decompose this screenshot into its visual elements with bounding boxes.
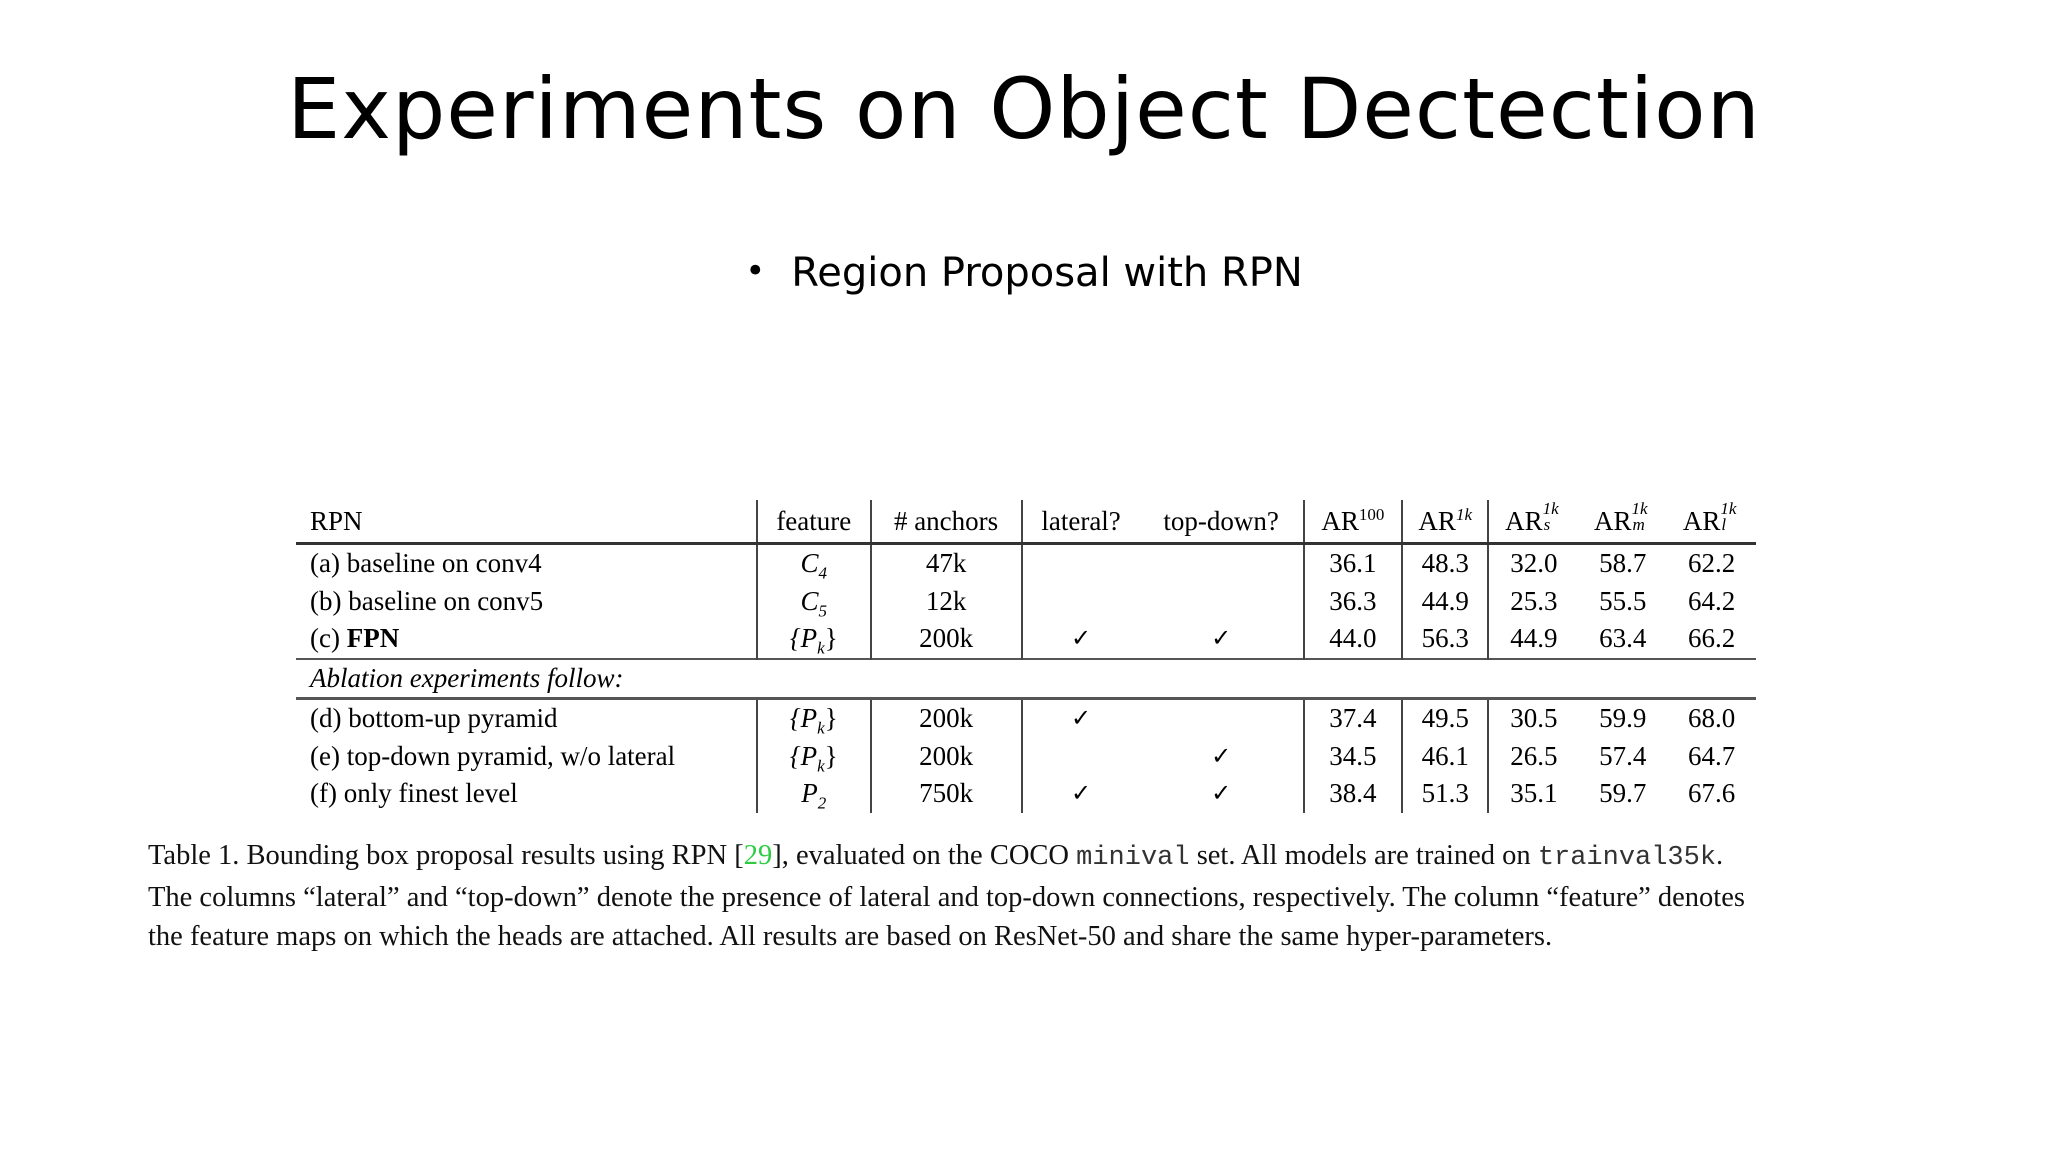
cell-topdown: ✓ [1140, 738, 1304, 776]
row-prefix: (b) [310, 585, 349, 616]
feature-sub: 4 [818, 563, 828, 583]
cell-arl: 66.2 [1687, 623, 1736, 653]
row-prefix: (f) [310, 778, 344, 808]
cell-anchors: 200k [871, 738, 1022, 776]
cell-anchors: 200k [871, 699, 1022, 738]
caption-line-3: the feature maps on which the heads are attached. All results are based on ResNet-50 and share the same hyper-parameters. [148, 921, 1553, 952]
caption-text: Table 1. Bounding box proposal results using RPN [ [148, 840, 744, 871]
caption-line-1 [148, 836, 1928, 878]
cell-arm: 57.4 [1599, 740, 1647, 771]
cell-lateral [1022, 738, 1140, 776]
cell-ar1k: 44.9 [1402, 583, 1488, 621]
cell-feature [757, 620, 871, 659]
cell-ar100: 38.4 [1304, 775, 1402, 813]
cell-arl: 64.2 [1687, 585, 1736, 616]
caption-text: ], evaluated on the COCO [772, 840, 1077, 871]
cell-ar100: 36.1 [1304, 544, 1402, 583]
feature-sub: k [817, 718, 825, 738]
table-row [296, 775, 1756, 813]
row-label [296, 699, 757, 738]
header-arm-base: AR [1594, 506, 1632, 536]
feature-base: {P [789, 703, 818, 733]
header-ars-sub: s [1543, 515, 1551, 534]
header-ar1k-base: AR [1418, 506, 1456, 536]
header-ar1k-sup: 1k [1455, 505, 1472, 524]
row-label-text: only finest level [343, 778, 518, 808]
feature-close: } [824, 623, 838, 653]
row-label-text: baseline on conv5 [348, 585, 544, 616]
table-row [296, 699, 1756, 738]
header-arl-sup: 1k [1720, 499, 1737, 518]
row-label [296, 583, 757, 621]
cell-ars: 25.3 [1510, 585, 1558, 616]
cell-ar1k: 48.3 [1402, 544, 1488, 583]
header-ars-sup: 1k [1542, 499, 1559, 518]
cell-arm: 59.9 [1599, 703, 1647, 733]
caption-text: set. All models are trained on [1189, 840, 1538, 871]
cell-ar100: 44.0 [1304, 620, 1402, 659]
header-arl-base: AR [1682, 506, 1721, 536]
header-arm [1578, 500, 1667, 544]
table-header-row [296, 500, 1756, 544]
citation-link[interactable]: 29 [743, 840, 773, 871]
feature-base: {P [789, 740, 818, 771]
header-ars-base: AR [1505, 506, 1543, 536]
cell-ars: 35.1 [1510, 778, 1558, 808]
header-arm-sub: m [1632, 515, 1645, 534]
cell-ar1k: 51.3 [1402, 775, 1488, 813]
cell-feature [757, 738, 871, 776]
header-ars [1488, 500, 1578, 544]
bullet-dot-icon: • [745, 251, 766, 291]
table-row [296, 620, 1756, 659]
cell-arl: 64.7 [1687, 740, 1736, 771]
table-row [296, 583, 1756, 621]
caption-code: trainval35k [1537, 843, 1717, 873]
caption-line-2: The columns “lateral” and “top-down” denote the presence of lateral and top-down connections, respectively. The column “feature” denotes [148, 882, 1745, 913]
row-label [296, 544, 757, 583]
feature-close: } [824, 740, 838, 771]
cell-ars: 26.5 [1510, 740, 1558, 771]
feature-sub: 2 [817, 793, 827, 813]
cell-lateral: ✓ [1071, 624, 1092, 652]
cell-topdown [1140, 583, 1304, 621]
row-label-text: baseline on conv4 [346, 548, 542, 578]
feature-base: C [800, 585, 819, 616]
cell-feature [757, 544, 871, 583]
feature-sub: k [817, 755, 825, 775]
rpn-table [296, 500, 1756, 813]
table-caption [148, 836, 1928, 956]
cell-arm: 63.4 [1599, 623, 1647, 653]
cell-ars: 30.5 [1510, 703, 1558, 733]
cell-arl: 68.0 [1687, 703, 1736, 733]
cell-lateral: ✓ [1071, 779, 1092, 807]
cell-feature [757, 699, 871, 738]
cell-ar1k: 46.1 [1402, 738, 1488, 776]
header-arm-sup: 1k [1631, 499, 1648, 518]
cell-ar1k: 49.5 [1402, 699, 1488, 738]
cell-topdown [1140, 544, 1304, 583]
row-prefix: (a) [310, 548, 347, 578]
table-row [296, 544, 1756, 583]
cell-arm: 58.7 [1599, 548, 1647, 578]
header-arl-sub: l [1721, 515, 1727, 534]
cell-arl: 62.2 [1687, 548, 1736, 578]
feature-base: {P [789, 623, 818, 653]
table-row [296, 738, 1756, 776]
header-topdown: top-down? [1140, 500, 1304, 544]
caption-text: . [1716, 840, 1724, 871]
cell-feature [757, 583, 871, 621]
cell-anchors: 12k [871, 583, 1022, 621]
cell-anchors: 47k [871, 544, 1022, 583]
cell-arm: 59.7 [1599, 778, 1647, 808]
row-prefix: (e) [310, 740, 347, 771]
cell-ar100: 34.5 [1304, 738, 1402, 776]
cell-ars: 32.0 [1510, 548, 1558, 578]
cell-ar100: 36.3 [1304, 583, 1402, 621]
cell-topdown: ✓ [1140, 620, 1304, 659]
row-label-text: top-down pyramid, w/o lateral [346, 740, 676, 771]
cell-arm: 55.5 [1599, 585, 1647, 616]
results-table [296, 500, 1756, 813]
feature-base: P [801, 778, 818, 808]
feature-sub: k [817, 638, 825, 658]
row-label-text: FPN [346, 623, 400, 653]
header-feature: feature [757, 500, 871, 544]
cell-ar100: 37.4 [1304, 699, 1402, 738]
cell-anchors: 750k [871, 775, 1022, 813]
row-label [296, 738, 757, 776]
cell-topdown [1140, 699, 1304, 738]
header-anchors: # anchors [871, 500, 1022, 544]
section-row [296, 659, 1756, 699]
header-ar100-sup: 100 [1358, 505, 1385, 524]
cell-anchors: 200k [871, 620, 1022, 659]
header-rpn: RPN [296, 500, 757, 544]
header-ar1k [1402, 500, 1488, 544]
feature-sub: 5 [818, 600, 828, 620]
header-arl [1667, 500, 1756, 544]
row-prefix: (d) [310, 703, 349, 733]
header-ar100 [1304, 500, 1402, 544]
cell-ars: 44.9 [1510, 623, 1558, 653]
feature-close: } [824, 703, 838, 733]
row-label [296, 775, 757, 813]
feature-base: C [800, 548, 819, 578]
row-label-text: bottom-up pyramid [348, 703, 558, 733]
bullet-text: Region Proposal with RPN [791, 250, 1303, 296]
caption-code: minival [1076, 843, 1190, 873]
row-prefix: (c) [310, 623, 347, 653]
bullet-item [0, 250, 2048, 296]
header-lateral: lateral? [1022, 500, 1140, 544]
cell-topdown: ✓ [1140, 775, 1304, 813]
cell-feature [757, 775, 871, 813]
cell-arl: 67.6 [1687, 778, 1736, 808]
header-ar100-base: AR [1321, 506, 1359, 536]
cell-lateral [1022, 583, 1140, 621]
row-label [296, 620, 757, 659]
cell-lateral [1022, 544, 1140, 583]
cell-ar1k: 56.3 [1402, 620, 1488, 659]
section-label: Ablation experiments follow: [296, 659, 1756, 699]
slide-title: Experiments on Object Dectection [287, 60, 1761, 158]
cell-lateral: ✓ [1071, 704, 1092, 732]
